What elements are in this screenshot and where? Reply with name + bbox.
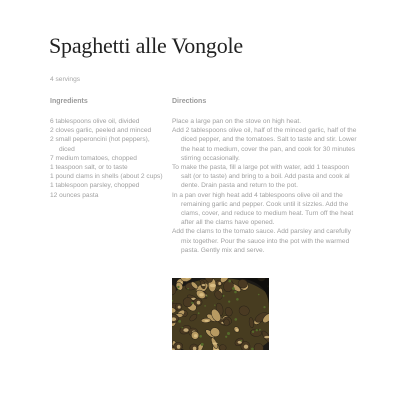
clams-photo-illustration [172,278,269,350]
parsley-fleck [206,295,208,297]
clam-shell [224,319,230,326]
parsley-fleck [198,312,200,314]
parsley-fleck [187,288,189,290]
parsley-fleck [263,306,265,308]
parsley-fleck [240,340,242,342]
recipe-title: Spaghetti alle Vongole [49,33,243,58]
servings-text: 4 servings [50,76,81,83]
parsley-fleck [214,305,215,306]
clam-highlight [199,293,204,296]
parsley-fleck [256,329,258,331]
ingredients-heading: Ingredients [50,98,88,105]
parsley-fleck [181,327,183,329]
parsley-fleck [223,295,225,297]
clam-highlight [177,345,181,349]
parsley-fleck [227,332,230,335]
parsley-fleck [259,329,261,331]
clam-highlight [244,345,248,349]
clam-highlight [236,329,239,331]
clam-highlight [194,334,198,337]
parsley-fleck [199,335,202,338]
clam-highlight [210,284,216,288]
parsley-fleck [191,302,193,304]
ingredient-item: 12 ounces pasta [50,191,99,199]
ingredient-item: 7 medium tomatoes, chopped [50,154,137,162]
clam-highlight [218,282,221,285]
direction-step: In a pan over high heat add 4 tablespoons olive oil and the remaining garlic and pepper. Cook until it sizzles. Add the clams, cover, and reduce to medium heat. Turn off the heat after all the clams have opened. [172,191,354,227]
clams-in-pan-photo [172,278,269,350]
directions-list [172,117,358,255]
direction-step: Add the clams to the tomato sauce. Add parsley and carefully mix together. Pour the sauce into the pot with the warmed pasta. Gently mix and serve. [172,228,351,254]
direction-step: To make the pasta, fill a large pot with water, add 1 teaspoon salt (or to taste) and bring to a boil. Add pasta and cook al dente. Drain pasta and return to the pot. [172,164,350,190]
parsley-fleck [252,331,254,333]
parsley-fleck [177,286,179,288]
ingredient-item: 2 cloves garlic, peeled and minced [50,127,152,135]
clam-highlight [178,306,181,309]
parsley-fleck [204,305,206,307]
parsley-fleck [236,298,239,301]
clam-highlight [183,328,188,332]
parsley-fleck [234,291,237,294]
parsley-fleck [258,294,260,296]
clam-highlight [202,284,206,286]
clam-highlight [197,301,201,305]
direction-step: Place a large pan on the stove on high heat. [172,118,302,125]
parsley-fleck [178,320,181,323]
ingredient-item: 2 small peperoncini (hot peppers), diced [50,136,150,153]
parsley-fleck [235,318,238,321]
direction-step: Add 2 tablespoons olive oil, half of the minced garlic, half of the diced pepper, and the tomatoes. Salt to taste and stir. Lower the heat to medium, cover the pan, and cook for 30 minutes stirring occasionally. [172,127,357,162]
ingredient-item: 1 tablespoon parsley, chopped [50,182,140,190]
parsley-fleck [225,336,227,338]
ingredient-item: 1 teaspoon salt, or to taste [50,164,128,172]
parsley-fleck [201,343,204,346]
parsley-fleck [178,289,179,290]
ingredient-item: 1 pound clams in shells (about 2 cups) [50,173,163,181]
clam-highlight [212,343,217,345]
clam-highlight [205,320,209,322]
parsley-fleck [228,301,230,303]
ingredient-item: 6 tablespoons olive oil, divided [50,118,140,125]
directions-heading: Directions [172,98,207,105]
parsley-fleck [232,287,235,290]
ingredients-list [50,117,165,200]
parsley-fleck [228,280,231,283]
